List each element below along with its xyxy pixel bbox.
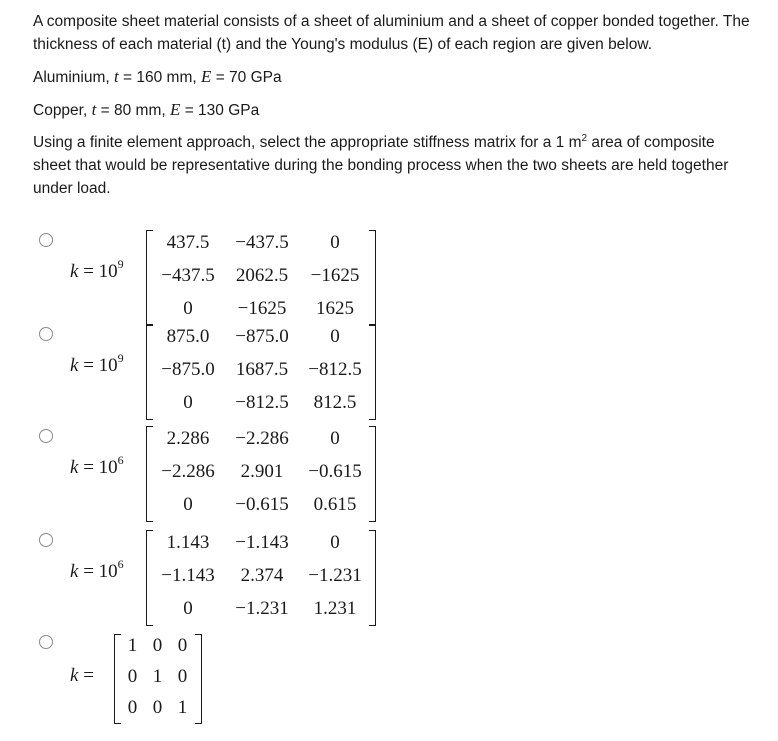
matrix-cell: 2.286 — [166, 428, 210, 449]
matrix-right-bracket — [195, 634, 202, 724]
intro-line-2: thickness of each material (t) and the Young's modulus (E) of each region are given below. — [33, 36, 653, 53]
matrix-cell: 1 — [177, 697, 188, 718]
stiffness-matrix — [146, 530, 376, 626]
matrix-cell: −1625 — [310, 265, 360, 286]
stiffness-matrix — [114, 634, 202, 724]
matrix-cell: −2.286 — [235, 428, 289, 449]
prompt-line-1: Using a finite element approach, select the appropriate stiffness matrix for a 1 $m^2$ area of composite — [33, 133, 715, 151]
matrix-cell: −812.5 — [235, 392, 289, 413]
matrix-cell: −875.0 — [161, 359, 215, 380]
matrix-cell: 2.901 — [240, 461, 284, 482]
stiffness-matrix — [146, 230, 376, 326]
radio-button-option-3[interactable] — [39, 429, 53, 443]
matrix-cell: 1.231 — [313, 598, 357, 619]
matrix-cell: 0 — [152, 635, 163, 656]
radio-button-option-5[interactable] — [39, 635, 53, 649]
matrix-cell: 0 — [177, 635, 188, 656]
matrix-cell: 2.374 — [240, 565, 284, 586]
matrix-cell: −0.615 — [235, 494, 289, 515]
matrix-cell: −0.615 — [308, 461, 362, 482]
matrix-cell: 0 — [152, 697, 163, 718]
matrix-cell: −1.231 — [235, 598, 289, 619]
matrix-cell: −812.5 — [308, 359, 362, 380]
matrix-cell: 1625 — [316, 298, 354, 319]
copper-spec: Copper, t = 80 mm, E = 130 GPa — [33, 100, 260, 119]
matrix-right-bracket — [369, 530, 376, 626]
matrix-cell: 0 — [183, 392, 193, 413]
matrix-cell: 0 — [183, 598, 193, 619]
prompt-line-2: sheet that would be representative during the bonding process when the two sheets are held together — [33, 157, 729, 174]
matrix-cell: 0 — [330, 532, 340, 553]
radio-button-option-2[interactable] — [39, 327, 53, 341]
prompt-line-3: under load. — [33, 180, 111, 197]
matrix-cell: −437.5 — [235, 232, 289, 253]
stiffness-matrix — [146, 426, 376, 522]
k-expression: $k = 10^9$ — [70, 351, 124, 376]
radio-button-option-4[interactable] — [39, 533, 53, 547]
matrix-cell: 0 — [127, 697, 138, 718]
matrix-cell: 812.5 — [313, 392, 357, 413]
matrix-cell: 1 — [152, 666, 163, 687]
intro-line-1: A composite sheet material consists of a sheet of aluminium and a sheet of copper bonded together. The — [33, 13, 750, 30]
matrix-cell: 2062.5 — [235, 265, 289, 286]
matrix-cell: −1.231 — [308, 565, 362, 586]
matrix-cell: 875.0 — [166, 326, 210, 347]
matrix-cell: 0 — [177, 666, 188, 687]
matrix-cell: 0 — [330, 232, 340, 253]
aluminium-spec: Aluminium, t = 160 mm, E = 70 GPa — [33, 67, 282, 86]
matrix-right-bracket — [369, 426, 376, 522]
k-expression: k = — [70, 665, 94, 686]
matrix-cell: 0.615 — [313, 494, 357, 515]
matrix-cell: 437.5 — [166, 232, 210, 253]
matrix-cell: 1687.5 — [235, 359, 289, 380]
matrix-cell: 0 — [183, 298, 193, 319]
matrix-cell: 0 — [330, 326, 340, 347]
question-text — [33, 10, 768, 200]
k-expression: $k = 10^9$ — [70, 257, 124, 282]
matrix-right-bracket — [369, 324, 376, 420]
matrix-cell: −1625 — [237, 298, 287, 319]
matrix-cell: 0 — [183, 494, 193, 515]
matrix-cell: 0 — [127, 666, 138, 687]
matrix-cell: −875.0 — [235, 326, 289, 347]
matrix-cell: 1.143 — [166, 532, 210, 553]
matrix-cell: 1 — [127, 635, 138, 656]
radio-button-option-1[interactable] — [39, 233, 53, 247]
matrix-right-bracket — [369, 230, 376, 326]
matrix-cell: 0 — [330, 428, 340, 449]
matrix-cell: −437.5 — [161, 265, 215, 286]
matrix-cell: −2.286 — [161, 461, 215, 482]
k-expression: $k = 10^6$ — [70, 453, 124, 478]
k-expression: $k = 10^6$ — [70, 557, 124, 582]
matrix-cell: −1.143 — [161, 565, 215, 586]
stiffness-matrix — [146, 324, 376, 420]
matrix-cell: −1.143 — [235, 532, 289, 553]
